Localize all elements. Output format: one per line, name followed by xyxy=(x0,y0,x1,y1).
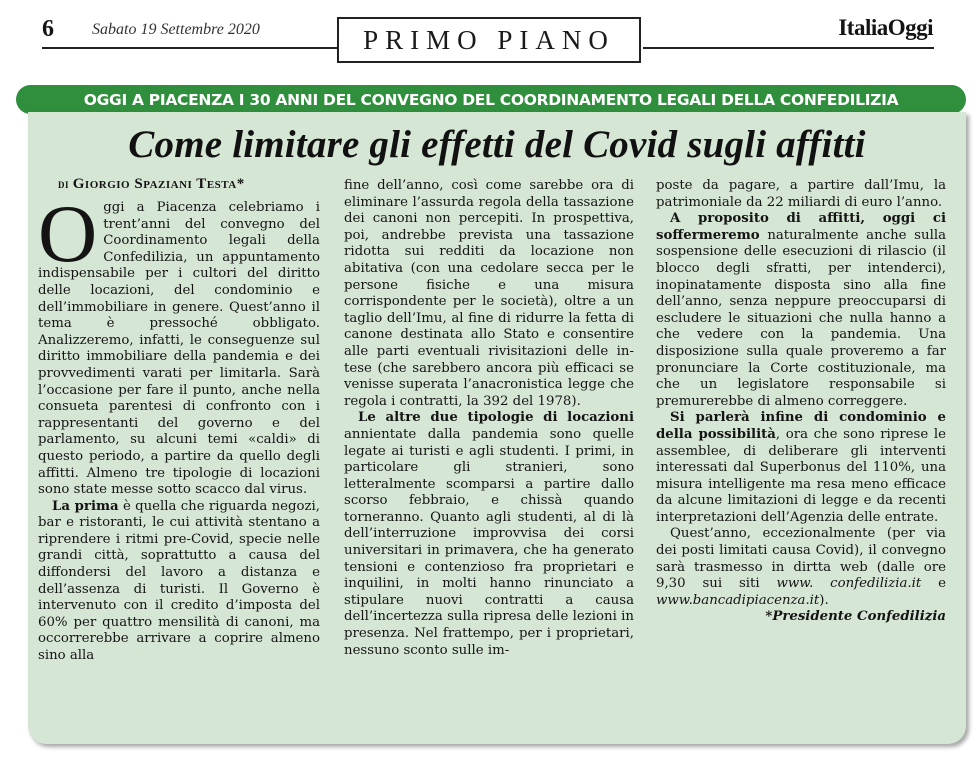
masthead-rule-left xyxy=(42,47,337,49)
paragraph-text: , ora che sono riprese le assemblee, di deliberare gli interventi interessati dal Superbonus del 110%, una misura intelligente ma resa meno efficace da alcune limitazioni di legge e da recenti interpretazioni dell’Agenzia delle entrate. xyxy=(656,426,946,525)
paragraph xyxy=(656,410,946,526)
paragraph-text: ggi a Piacenza celebriamo i trent’anni del convegno del Coordinamento legali della Confedilizia, un appuntamento indispensabile per i cultori del diritto delle locazioni, del condominio e dell’immobiliare in genere. Quest’anno il tema è pressoché obbligato. Analizzeremo, infatti, le conseguenze sul diritto immobiliare della pandemia e dei provvedimenti varati per limitarla. Sarà l’occasione per fare il punto, anche nella consueta parentesi di confronto con i rappresentanti del governo e del parlamento, su alcuni temi «caldi» di questo periodo, a partire da quello degli affitti. Almeno tre tipologie di locazioni sono state messe sotto scacco dal virus. xyxy=(38,200,320,498)
paragraph-text: naturalmente anche sulla sospensione delle esecuzioni di rilascio (il blocco degli sfratti, per intenderci), inopinatamente disposta sino alla fine dell’anno, senza neppure preoccuparsi di escludere le situazioni che nulla hanno a che vedere con la pandemia. Una disposizione sulla quale proveremo a far pronunciare la Corte costituzionale, ma che un legislatore responsabile si premurerebbe di almeno correggere. xyxy=(656,227,946,409)
paragraph-lead: Le altre due tipologie di locazioni xyxy=(358,410,634,426)
paragraph xyxy=(38,188,320,499)
masthead xyxy=(0,0,979,80)
topic-banner xyxy=(16,85,966,114)
article-column-3 xyxy=(656,178,946,626)
paragraph-text: ). xyxy=(819,592,829,608)
paragraph-lead: Si parlerà infine di condominio e della possibilità xyxy=(656,410,946,442)
section-label: PRIMO PIANO xyxy=(363,24,615,55)
paragraph xyxy=(656,178,946,211)
page-number: 6 xyxy=(42,16,54,42)
headline: Come limitare gli effetti del Covid sugli affitti xyxy=(128,123,866,166)
article-column-1 xyxy=(38,188,320,665)
paragraph-text: è quella che riguarda negozi, bar e ristoranti, le cui attività stentano a riprendere i ritmi pre-Covid, specie nelle grandi città, soprattutto a causa del diffondersi del lavoro a distanza e dell’assenza di turisti. Il Governo è intervenuto con il credito d’imposta del 60% per quattro mensilità di canoni, ma occorrerebbe arrivare a coprire almeno sino alla xyxy=(38,498,320,664)
banner-text: OGGI A PIACENZA I 30 ANNI DEL CONVEGNO DEL COORDINAMENTO LEGALI DELLA CONFEDILIZIA xyxy=(83,90,899,109)
website-link-bancadipiacenza[interactable]: www.bancadipiacenza.it xyxy=(656,592,820,608)
issue-date: Sabato 19 Settembre 2020 xyxy=(92,21,260,38)
paragraph xyxy=(38,499,320,665)
masthead-rule-right xyxy=(643,47,934,49)
paragraph xyxy=(656,526,946,609)
website-link-confedilizia[interactable]: www. confedilizia.it xyxy=(776,576,922,592)
section-box xyxy=(337,17,641,63)
paragraph xyxy=(656,211,946,410)
paragraph-lead: La prima xyxy=(52,498,119,514)
byline-author: Giorgio Spaziani Testa* xyxy=(72,176,245,192)
author-signature: *Presidente Confedilizia xyxy=(765,609,946,625)
paragraph-text: e xyxy=(921,576,946,592)
drop-cap: O xyxy=(38,188,98,279)
article-panel xyxy=(28,112,966,744)
paragraph-text: annientate dalla pandemia sono quelle legate ai turisti e agli studenti. I primi, in particolare gli stranieri, sono letteralmente scomparsi a partire dallo scorso febbraio, e chissà quando torneranno. Quanto agli studenti, al di là dell’interruzione improvvisa dei corsi universitari in primavera, che ha generato tensioni e contenzioso fra proprietari e inquilini, in molti hanno rinunciato a stipulare nuovi contratti a causa dell’incertezza sulla ripresa delle lezioni in presenza. Nel frattempo, per i proprietari, nessuno sconto sulle im- xyxy=(344,426,634,658)
paragraph-lead: A proposito di affitti, oggi ci soffermeremo xyxy=(656,211,946,243)
byline-prefix: di xyxy=(58,176,70,191)
paragraph xyxy=(344,178,634,410)
paragraph-text: Quest’anno, eccezionalmente (per via dei posti limitati causa Covid), il convegno sarà trasmesso in dirtta web (dalle ore 9,30 sui siti xyxy=(656,526,946,592)
paragraph-text: poste da pagare, a partire dall’Imu, la patrimoniale da 22 miliardi di euro l’anno. xyxy=(656,178,946,210)
newspaper-logo: ItaliaOggi xyxy=(838,15,933,40)
paragraph-text: fine dell’anno, così come sarebbe ora di eliminare l’assurda regola della tassazione dei canoni non percepiti. In prospettiva, poi, andrebbe prevista una tassazione ridotta sui redditi da locazione non abitativa (con una cedolare secca per le persone fisiche e una misura corrispondente per le società), oltre a un taglio dell’Imu, al fine di ridurre la fetta di canone destinata allo Stato e consentire alle parti eventuali rivisitazioni delle intese (che sarebbero ancora più efficaci se venisse superata l’anacronistica legge che regola i contratti, la 392 del 1978). xyxy=(344,178,634,409)
article-column-2 xyxy=(344,178,634,659)
paragraph xyxy=(344,410,634,659)
